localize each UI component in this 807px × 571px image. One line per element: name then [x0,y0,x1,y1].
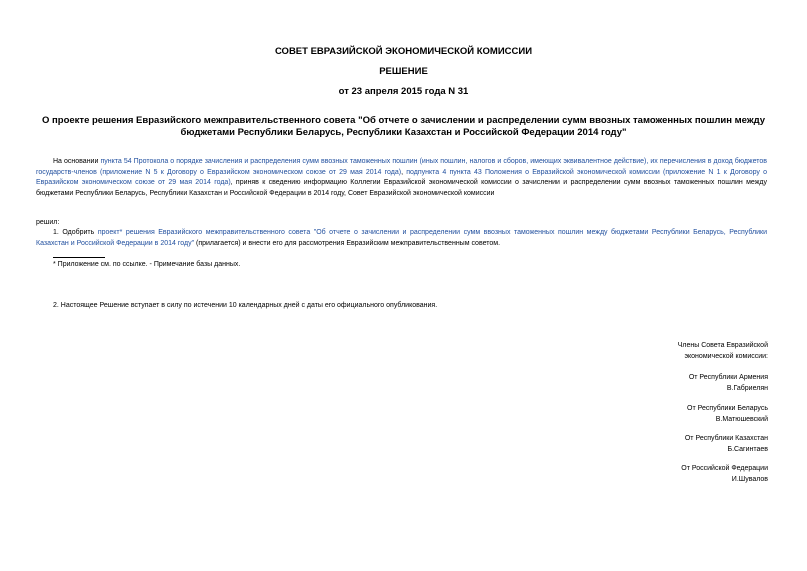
regulation-link[interactable]: подпункта 4 пункта 43 Положения о Евразийской экономической комиссии (приложение N 1 к Договору о Евразийском экономическом союзе от 29 мая 2014 года) [36,168,768,187]
signature-country: От Республики Армения [688,374,768,381]
footnote: * Приложение см. по ссылке. - Примечание базы данных. [53,261,241,268]
signature-name: В.Матюшевский [715,415,768,423]
footnote-divider [53,257,105,258]
resolved-label: решил: [36,219,60,226]
signature-name: И.Шувалов [731,475,768,483]
document-date-number: от 23 апреля 2015 года N 31 [338,86,469,97]
item-1-text-1: 1. Одобрить [53,229,98,236]
signature-country: От Республики Казахстан [684,435,768,442]
document-subject: О проекте решения Евразийского межправительственного совета "Об отчете о зачислении и распределении сумм ввозных таможенных пошлин между бюджетами Республики Беларусь, Республики Казахстан и Российской Федерации 2014 году" [42,115,765,138]
document-type: РЕШЕНИЕ [379,66,428,77]
organization-title: СОВЕТ ЕВРАЗИЙСКОЙ ЭКОНОМИЧЕСКОЙ КОМИССИИ [274,46,533,57]
protocol-link[interactable]: пункта 54 Протокола о порядке зачисления и распределения сумм ввозных таможенных пошлин (иных пошлин, налогов и сборов, имеющих эквивалентное действие), их перечисления в доход бюджетов государств-членов (приложение N 5 к Договору о Евразийском экономическом союзе от 29 мая 2014 года) [36,158,767,176]
signature-name: Б.Сагинтаев [727,445,768,453]
signatures-intro-line-1: Члены Совета Евразийской [677,342,768,349]
signature-block-belarus [548,404,768,425]
signatures-intro-line-2: экономической комиссии: [684,352,768,360]
signature-block-russia [548,464,768,485]
preamble-paragraph [36,157,767,199]
signatures-intro [548,341,768,362]
preamble-text-2: , [401,168,407,176]
preamble-text-1: На основании [53,158,101,165]
signature-country: От Российской Федерации [681,465,768,472]
draft-decision-link[interactable]: проект* решения Евразийского межправительственного совета "Об отчете о зачислении и распределении сумм ввозных таможенных пошлин между бюджетами Республики Беларусь, Республики Казахстан и Российской Федерации в 2014 году" [36,229,767,247]
signature-block-kazakhstan [548,434,768,455]
item-2-paragraph: 2. Настоящее Решение вступает в силу по истечении 10 календарных дней с даты его официального опубликования. [53,302,438,309]
preamble-text-3: , приняв к сведению информацию Коллегии Евразийской экономической комиссии о зачислении и распределении сумм ввозных таможенных пошлин между бюджетами Республики Беларусь, Республики Казахстан и Российской Федерации в 2014 году, Совет Евразийской экономической комиссии [36,179,767,197]
item-1-paragraph [36,228,767,249]
item-1-text-2: (прилагается) и внести его для рассмотрения Евразийским межправительственным советом. [194,239,501,247]
signature-country: От Республики Беларусь [687,405,768,412]
signature-name: В.Габриелян [726,384,768,392]
signature-block-armenia [548,373,768,394]
